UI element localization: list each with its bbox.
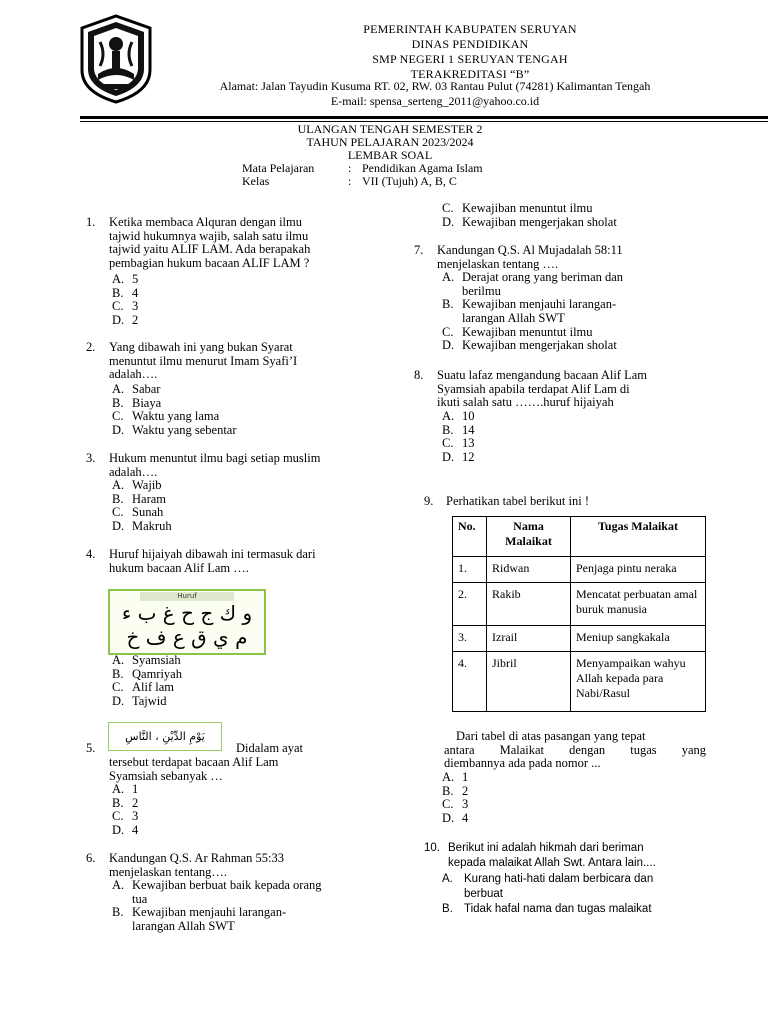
stem-line: kepada malaikat Allah Swt. Antara lain.... bbox=[448, 857, 656, 869]
answer-option-continued: berbuat bbox=[464, 888, 504, 900]
question-stem bbox=[437, 369, 647, 410]
table-cell: 1. bbox=[453, 557, 487, 583]
question-stem bbox=[109, 341, 297, 382]
question-stem bbox=[448, 841, 656, 871]
stem-line: tersebut terdapat bacaan Alif Lam bbox=[109, 755, 279, 769]
question-number: 6. bbox=[86, 851, 96, 865]
question-number: 8. bbox=[414, 368, 424, 382]
letterhead-line: DINAS PENDIDIKAN bbox=[411, 37, 529, 51]
exam-sheet: LEMBAR SOAL bbox=[347, 148, 433, 162]
stem-line: Suatu lafaz mengandung bacaan Alif Lam bbox=[437, 368, 647, 382]
table-row bbox=[453, 626, 706, 652]
table-cell: Menyampaikan wahyu Allah kepada para Nabi/Rasul bbox=[571, 652, 706, 712]
table-header-cell: Nama Malaikat bbox=[487, 517, 571, 557]
question-4: 4. Huruf hijaiyah dibawah ini termasuk dari hukum bacaan Alif Lam …. Huruf و ك ج ح غ ب ء م ي ق ع ف خ A. Syamsiah B. Qamriyah C. Alif lam D. Tajwid bbox=[86, 547, 316, 709]
stem-line: antara Malaikat dengan tugas yang bbox=[444, 742, 706, 757]
answer-options bbox=[442, 872, 712, 917]
answer-option[interactable]: C. 3 bbox=[442, 797, 469, 812]
letters-row: و ك ج ح غ ب ء bbox=[121, 601, 253, 625]
header-divider-thick bbox=[80, 116, 768, 119]
stem-line: Didalam ayat bbox=[236, 741, 303, 755]
subject-label: Mata Pelajaran bbox=[242, 161, 315, 175]
question-stem bbox=[109, 452, 320, 479]
table-cell: Izrail bbox=[487, 626, 571, 652]
image-caption: Huruf bbox=[140, 592, 234, 601]
answer-option[interactable]: D. Kewajiban mengerjakan sholat bbox=[442, 214, 617, 229]
school-email: E-mail: spensa_serteng_2011@yahoo.co.id bbox=[330, 94, 540, 108]
table-cell: Jibril bbox=[487, 652, 571, 712]
question-stem: Perhatikan tabel berikut ini ! bbox=[446, 494, 590, 508]
stem-line: Berikut ini adalah hikmah dari beriman bbox=[448, 842, 644, 854]
table-header-row bbox=[453, 517, 706, 557]
stem-line: Dari tabel di atas pasangan yang tepat bbox=[456, 729, 646, 743]
letterhead bbox=[300, 22, 640, 82]
question-10 bbox=[424, 841, 714, 921]
question-number: 3. bbox=[86, 451, 96, 465]
question-9-prompt bbox=[444, 730, 706, 830]
question-number: 9. bbox=[424, 494, 434, 508]
question-2: 2. Yang dibawah ini yang bukan Syarat menuntut ilmu menurut Imam Syafi’I adalah…. A. Sabar B. Biaya C. Waktu yang lama D. Waktu yang sebentar bbox=[86, 340, 298, 438]
question-6-continued bbox=[442, 202, 702, 232]
letters-row: م ي ق ع ف خ bbox=[126, 625, 248, 649]
question-8: 8. Suatu lafaz mengandung bacaan Alif Lam Syamsiah apabila terdapat Alif Lam di ikuti salah satu …….huruf hijaiyah A. 10 B. 14 C. 13 D. 12 bbox=[414, 368, 647, 465]
verse-text: يَوْمِ الدِّيْنِ ، النَّاسِ bbox=[125, 730, 205, 743]
quran-verse-image bbox=[108, 722, 222, 751]
exam-title-block bbox=[270, 123, 510, 162]
letterhead-line: PEMERINTAH KABUPATEN SERUYAN bbox=[363, 22, 577, 36]
question-9 bbox=[424, 495, 714, 515]
question-number: 7. bbox=[414, 243, 424, 257]
stem-line: diembannya ada pada nomor ... bbox=[444, 756, 601, 771]
table-cell: Ridwan bbox=[487, 557, 571, 583]
regency-emblem-icon bbox=[76, 14, 156, 104]
table-row bbox=[453, 583, 706, 626]
letterhead-line: TERAKREDITASI “B” bbox=[410, 67, 530, 81]
stem-line: tajwid yaitu ALIF LAM. Ada berapakah bbox=[109, 242, 311, 257]
stem-line: pembagian hukum bacaan ALIF LAM ? bbox=[109, 256, 310, 271]
stem-line: menuntut ilmu menurut Imam Syafi’I bbox=[109, 353, 298, 368]
answer-option[interactable]: B. 2 bbox=[442, 783, 469, 798]
class-separator: : bbox=[348, 174, 352, 188]
table-cell: Penjaga pintu neraka bbox=[571, 557, 706, 583]
question-1: 1. Ketika membaca Alquran dengan ilmu tajwid hukumnya wajib, salah satu ilmu tajwid yaitu ALIF LAM. Ada berapakah pembagian hukum bacaan ALIF LAM ? A. 5 B. 4 C. 3 D. 2 bbox=[86, 215, 311, 328]
angels-table bbox=[452, 516, 706, 712]
stem-line: Syamsiah apabila terdapat Alif Lam di bbox=[437, 381, 630, 396]
letterhead-line: SMP NEGERI 1 SERUYAN TENGAH bbox=[372, 52, 568, 66]
table-cell: Meniup sangkakala bbox=[571, 626, 706, 652]
question-number: 10. bbox=[424, 842, 440, 854]
answer-option[interactable]: B. Tidak hafal nama dan tugas malaikat bbox=[442, 903, 652, 915]
class-label: Kelas bbox=[242, 174, 270, 188]
question-3: 3. Hukum menuntut ilmu bagi setiap muslim adalah…. A. Wajib B. Haram C. Sunah D. Makruh bbox=[86, 451, 321, 534]
stem-line: hukum bacaan Alif Lam …. bbox=[109, 560, 249, 575]
question-stem bbox=[109, 756, 278, 783]
table-header-cell: No. bbox=[453, 517, 487, 557]
stem-line: ikuti salah satu …….huruf hijaiyah bbox=[437, 395, 614, 410]
question-number: 4. bbox=[86, 547, 96, 561]
stem-line: Syamsiah sebanyak … bbox=[109, 768, 223, 783]
question-5: 5. يَوْمِ الدِّيْنِ ، النَّاسِ Didalam ayat tersebut terdapat bacaan Alif Lam Syamsiah sebanyak … A. 1 B. 2 C. 3 D. 4 bbox=[86, 722, 386, 840]
school-address: Alamat: Jalan Tayudin Kusuma RT. 02, RW. 03 Rantau Pulut (74281) Kalimantan Tengah bbox=[219, 79, 651, 93]
table-cell: Rakib bbox=[487, 583, 571, 626]
question-stem bbox=[109, 216, 310, 271]
table-cell: Mencatat perbuatan amal buruk manusia bbox=[571, 583, 706, 626]
answer-option[interactable]: C. Kewajiban menuntut ilmu bbox=[442, 201, 593, 215]
stem-line: menjelaskan tentang …. bbox=[437, 256, 559, 271]
exam-year: TAHUN PELAJARAN 2023/2024 bbox=[306, 135, 474, 149]
stem-line: tajwid hukumnya wajib, salah satu ilmu bbox=[109, 228, 309, 243]
stem-line: adalah…. bbox=[109, 367, 158, 382]
question-stem bbox=[109, 852, 284, 879]
stem-line: adalah…. bbox=[109, 464, 158, 479]
school-logo bbox=[76, 14, 156, 104]
letterhead-contact bbox=[150, 79, 720, 109]
question-number: 2. bbox=[86, 340, 96, 354]
question-number: 1. bbox=[86, 215, 96, 229]
exam-title: ULANGAN TENGAH SEMESTER 2 bbox=[297, 122, 483, 136]
stem-line: Huruf hijaiyah dibawah ini termasuk dari bbox=[109, 547, 316, 561]
table-cell: 2. bbox=[453, 583, 487, 626]
table-cell: 4. bbox=[453, 652, 487, 712]
answer-option[interactable]: A. 1 bbox=[442, 770, 469, 785]
subject-value: Pendidikan Agama Islam bbox=[362, 161, 483, 175]
table-header-cell: Tugas Malaikat bbox=[571, 517, 706, 557]
answer-option[interactable]: A. Kurang hati-hati dalam berbicara dan bbox=[442, 873, 654, 885]
question-stem bbox=[437, 244, 623, 271]
question-6: 6. Kandungan Q.S. Ar Rahman 55:33 menjelaskan tentang…. A. Kewajiban berbuat baik kepada orang tua B. Kewajiban menjauhi larangan- larangan Allah SWT bbox=[86, 851, 322, 934]
stem-line: menjelaskan tentang…. bbox=[109, 864, 228, 879]
question-stem bbox=[109, 548, 316, 575]
stem-line: Ketika membaca Alquran dengan ilmu bbox=[109, 215, 302, 229]
exam-meta bbox=[242, 162, 542, 190]
question-7: 7. Kandungan Q.S. Al Mujadalah 58:11 menjelaskan tentang …. A. Derajat orang yang beriman dan berilmu B. Kewajiban menjauhi larangan- larangan Allah SWT C. Kewajiban menuntut ilmu D. Kewajiban mengerjakan sholat bbox=[414, 243, 624, 353]
class-value: VII (Tujuh) A, B, C bbox=[362, 174, 457, 188]
subject-separator: : bbox=[348, 161, 352, 175]
question-number: 5. bbox=[86, 741, 96, 755]
hijaiyah-letters-image bbox=[108, 589, 266, 655]
stem-line: Hukum menuntut ilmu bagi setiap muslim bbox=[109, 451, 321, 465]
table-row bbox=[453, 652, 706, 712]
stem-line: Kandungan Q.S. Ar Rahman 55:33 bbox=[109, 851, 284, 865]
table-row bbox=[453, 557, 706, 583]
answer-option[interactable]: D. 4 bbox=[442, 811, 469, 826]
stem-line: Kandungan Q.S. Al Mujadalah 58:11 bbox=[437, 243, 623, 257]
table-cell: 3. bbox=[453, 626, 487, 652]
stem-line: Yang dibawah ini yang bukan Syarat bbox=[109, 340, 293, 354]
